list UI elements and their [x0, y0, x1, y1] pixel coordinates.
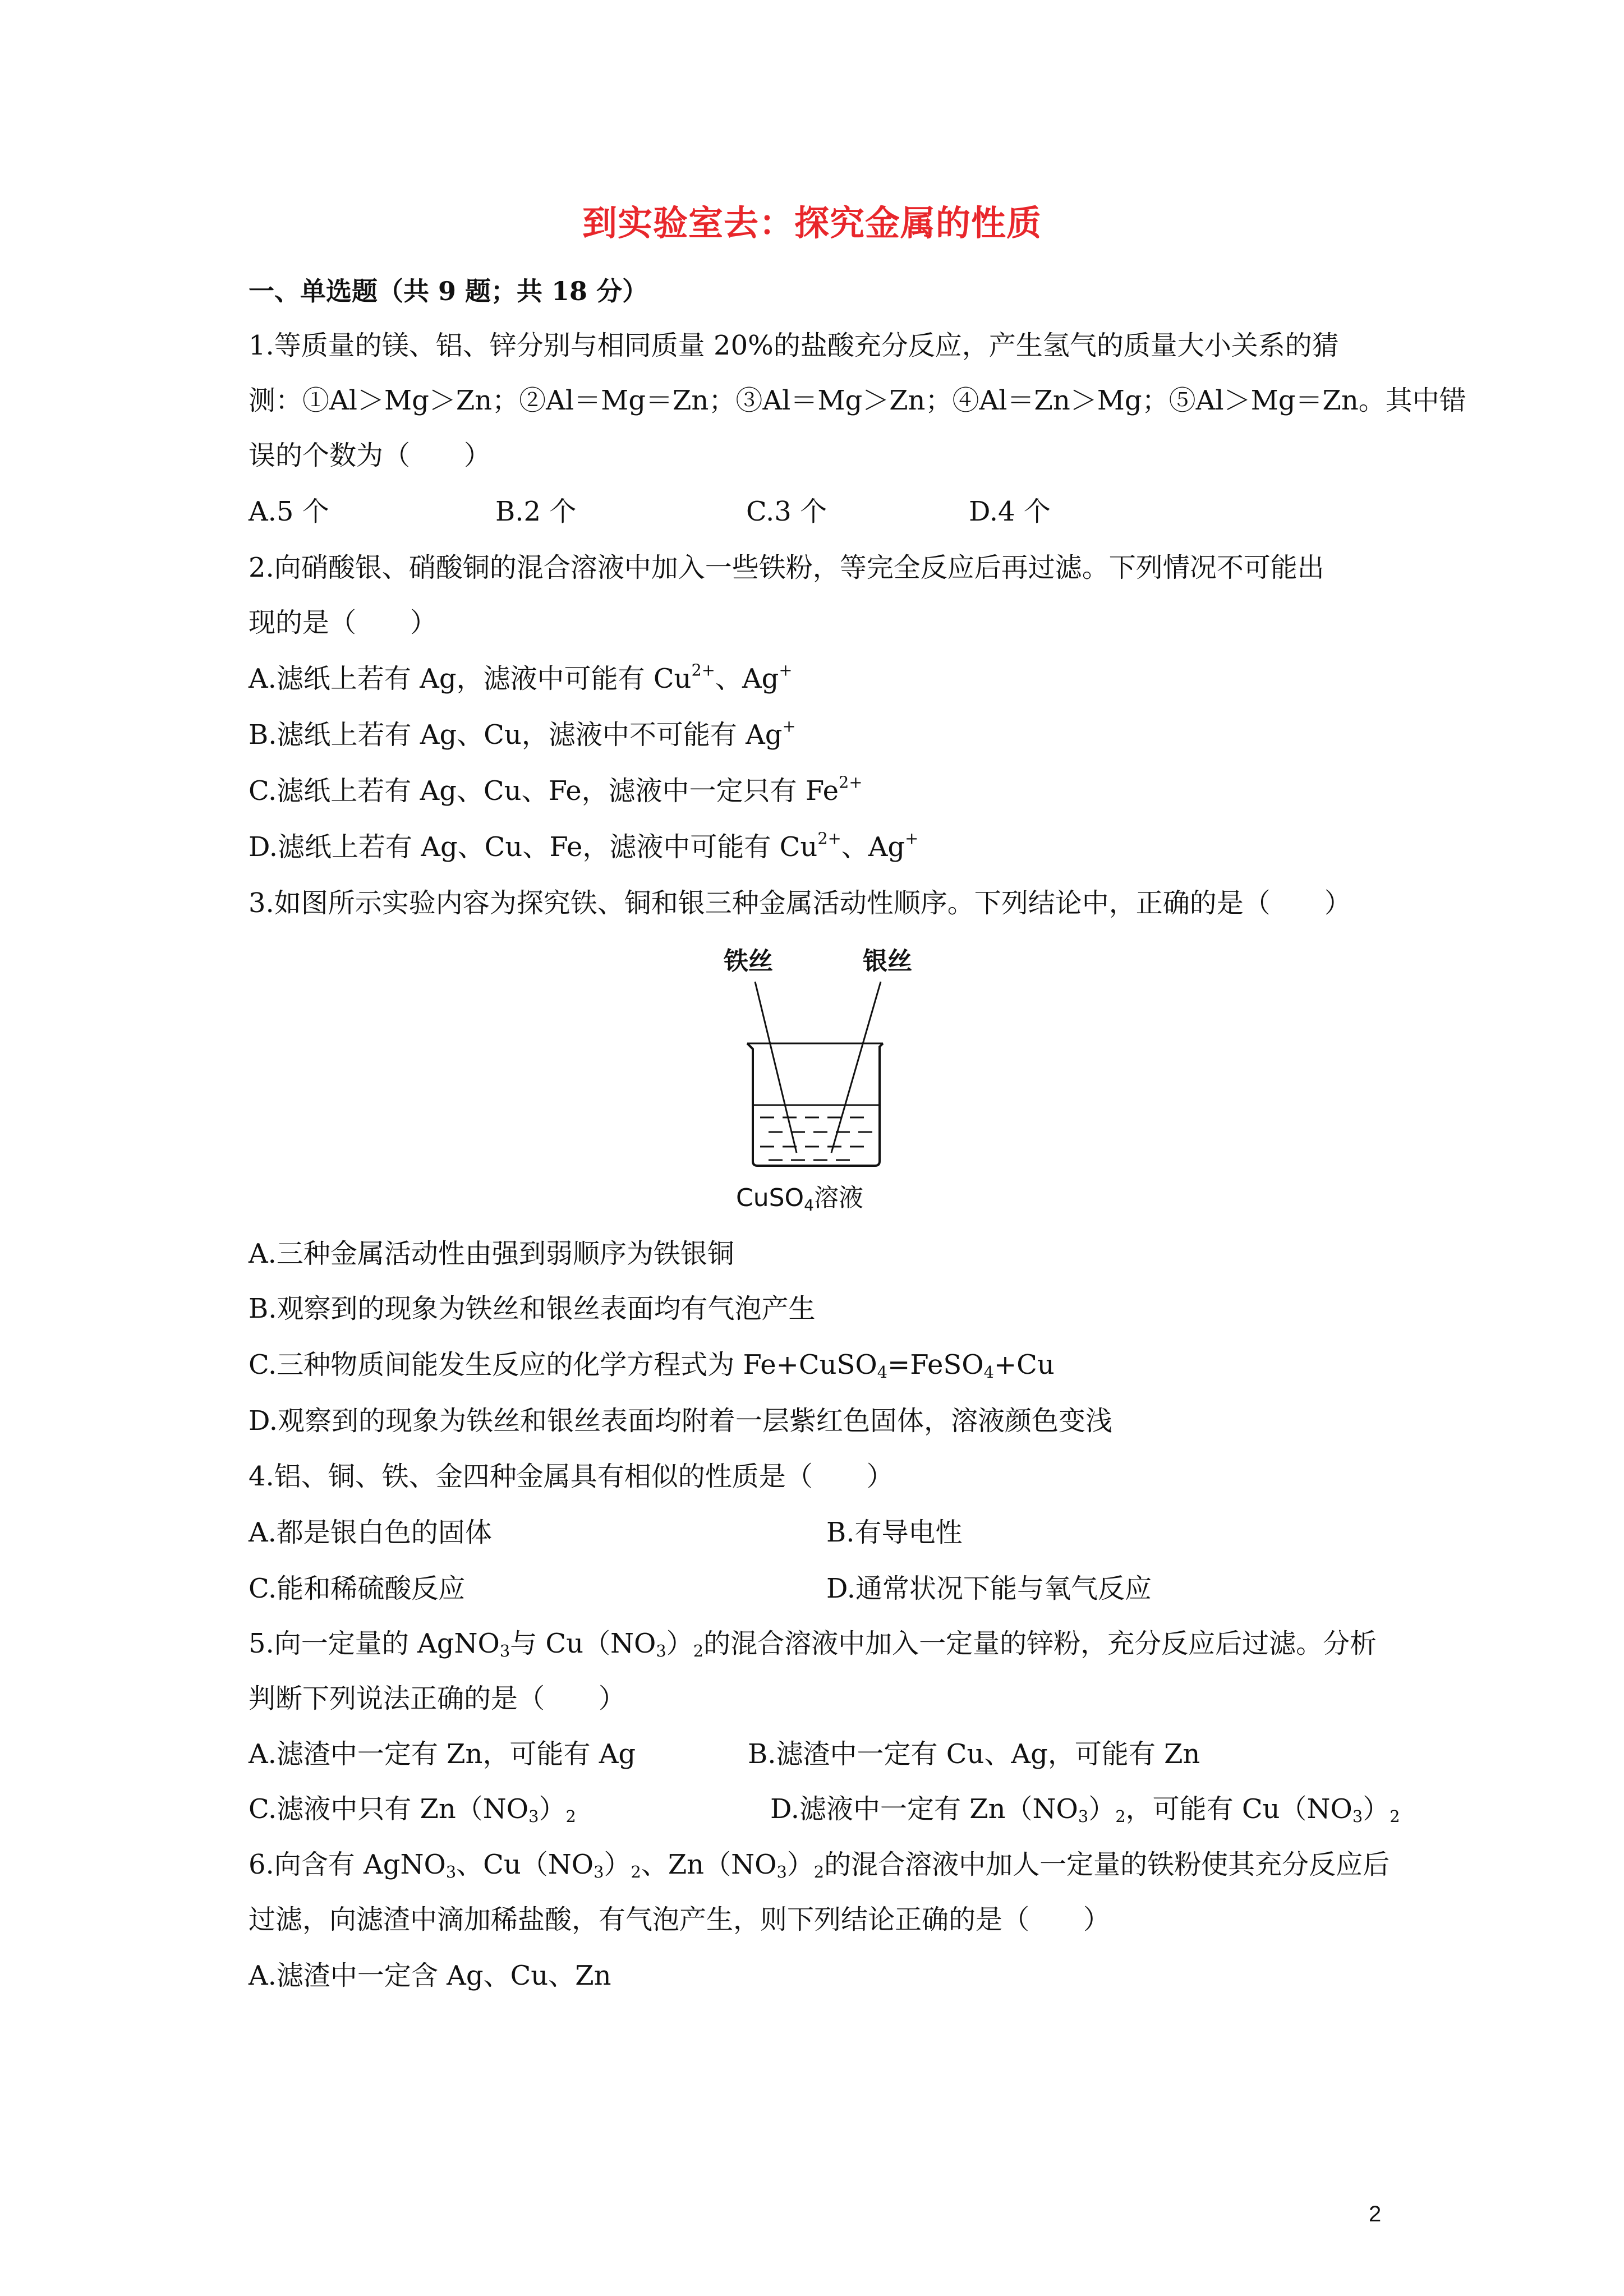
- q3-option-c-text2: =FeSO: [887, 1349, 984, 1381]
- q4-stem-line1: 4.铝、铜、铁、金四种金属具有相似的性质是（ ）: [249, 1461, 894, 1492]
- q3-stem-line1: 3.如图所示实验内容为探究铁、铜和银三种金属活动性顺序。下列结论中，正确的是（ ）: [249, 887, 1351, 919]
- q2-option-a-text2: 、Ag: [715, 663, 779, 694]
- iron-wire: [755, 982, 797, 1153]
- q2-option-c-sup1: 2+: [839, 772, 863, 792]
- beaker-icon: [747, 1043, 883, 1166]
- q6-stem-part-e: ）: [786, 1849, 814, 1880]
- q1-stem-line3: 误的个数为（ ）: [249, 440, 491, 471]
- q5-option-d-text2: ）: [1088, 1793, 1116, 1825]
- q6-stem-part-d: 、Zn（NO: [641, 1849, 777, 1880]
- q5-option-d-text3: ，可能有 Cu（NO: [1125, 1793, 1352, 1825]
- q6-option-a[interactable]: A.滤渣中一定含 Ag、Cu、Zn: [249, 1960, 611, 1991]
- q2-option-a-sup1: 2+: [691, 660, 715, 680]
- q5-option-c[interactable]: [249, 1791, 576, 1827]
- q5-option-c-text2: ）: [539, 1793, 566, 1825]
- q6-stem-sub-c: 2: [631, 1862, 641, 1882]
- q2-option-b[interactable]: [249, 717, 796, 753]
- q1-options: [0, 494, 1624, 530]
- q3-option-c-sub1: 4: [877, 1363, 888, 1382]
- q2-stem-line1: 2.向硝酸银、硝酸铜的混合溶液中加入一些铁粉，等完全反应后再过滤。下列情况不可能出: [249, 552, 1324, 583]
- q4-option-b[interactable]: B.有导电性: [826, 1517, 963, 1548]
- q2-option-c[interactable]: [249, 773, 862, 809]
- q6-stem-line1: [249, 1847, 1390, 1883]
- q5-option-d-text4: ）: [1363, 1793, 1390, 1825]
- beaker-diagram: [712, 942, 926, 1223]
- silver-wire: [831, 982, 881, 1153]
- q6-stem-part-a: 6.向含有 AgNO: [249, 1849, 446, 1880]
- q2-option-a[interactable]: [249, 661, 792, 697]
- beaker-figure: [712, 942, 926, 1223]
- q2-option-a-text: A.滤纸上若有 Ag，滤液中可能有 Cu: [249, 663, 692, 694]
- q5-stem-line2: 判断下列说法正确的是（ ）: [249, 1683, 626, 1714]
- q4-option-d[interactable]: D.通常状况下能与氧气反应: [826, 1573, 1152, 1604]
- q2-option-d-sup2: +: [905, 829, 919, 848]
- q5-stem-part-a: 5.向一定量的 AgNO: [249, 1628, 500, 1659]
- q3-option-c-sub2: 4: [983, 1363, 994, 1382]
- page-number: 2: [1369, 2202, 1382, 2226]
- iron-wire-label: 铁丝: [724, 947, 773, 976]
- q5-stem-sub-a: 3: [499, 1641, 510, 1661]
- q5-stem-line1: [249, 1626, 1377, 1662]
- q5-option-d-sub2: 2: [1115, 1807, 1126, 1826]
- q5-option-d-text1: D.滤液中一定有 Zn（NO: [770, 1793, 1078, 1825]
- q2-option-a-sup2: +: [779, 660, 793, 680]
- q5-option-c-sub1: 3: [528, 1807, 539, 1826]
- q5-stem-part-c: ）: [666, 1628, 693, 1659]
- q5-option-b[interactable]: B.滤渣中一定有 Cu、Ag，可能有 Zn: [748, 1738, 1200, 1770]
- q2-option-c-text: C.滤纸上若有 Ag、Cu、Fe，滤液中一定只有 Fe: [249, 775, 839, 807]
- q5-option-a[interactable]: A.滤渣中一定有 Zn，可能有 Ag: [249, 1738, 636, 1770]
- q5-stem-sub-c: 2: [693, 1641, 704, 1661]
- q5-stem-sub-b: 3: [656, 1641, 666, 1661]
- q3-option-c[interactable]: [249, 1347, 1055, 1383]
- q5-option-d-sub1: 3: [1078, 1807, 1089, 1826]
- q3-option-d[interactable]: D.观察到的现象为铁丝和银丝表面均附着一层紫红色固体，溶液颜色变浅: [249, 1405, 1113, 1437]
- q5-option-c-text1: C.滤液中只有 Zn（NO: [249, 1793, 529, 1825]
- q5-option-d[interactable]: [770, 1791, 1400, 1827]
- q1-option-b[interactable]: B.2 个: [495, 496, 577, 527]
- q3-option-c-text1: C.三种物质间能发生反应的化学方程式为 Fe+CuSO: [249, 1349, 877, 1381]
- q2-option-b-text: B.滤纸上若有 Ag、Cu，滤液中不可能有 Ag: [249, 719, 783, 751]
- q5-stem-part-d: 的混合溶液中加入一定量的锌粉，充分反应后过滤。分析: [703, 1628, 1377, 1659]
- solution-label: [736, 1184, 863, 1214]
- q1-stem-line1: 1.等质量的镁、铝、锌分别与相同质量 20%的盐酸充分反应，产生氢气的质量大小关系的猜: [249, 330, 1339, 361]
- q6-stem-part-f: 的混合溶液中加人一定量的铁粉使其充分反应后: [824, 1849, 1390, 1880]
- solution-label-a: CuSO: [736, 1184, 804, 1212]
- q5-option-d-sub4: 2: [1390, 1807, 1400, 1826]
- page-title: 到实验室去：探究金属的性质: [582, 203, 1042, 243]
- q6-stem-line2: 过滤，向滤渣中滴加稀盐酸，有气泡产生，则下列结论正确的是（ ）: [249, 1904, 1111, 1935]
- q2-option-b-sup1: +: [782, 716, 796, 736]
- q1-option-a[interactable]: A.5 个: [249, 496, 329, 527]
- section-heading: 一、单选题（共 9 题；共 18 分）: [249, 276, 648, 306]
- q2-stem-line2: 现的是（ ）: [249, 607, 438, 638]
- q6-stem-sub-e: 2: [813, 1862, 825, 1882]
- q2-option-d-text2: 、Ag: [841, 831, 905, 863]
- q5-option-c-sub2: 2: [565, 1807, 576, 1826]
- solution-label-sub: 4: [804, 1196, 814, 1214]
- q1-stem-line2: 测：①Al＞Mg＞Zn；②Al＝Mg＝Zn；③Al＝Mg＞Zn；④Al＝Zn＞Mg；⑤Al＞Mg＝Zn。其中错: [249, 385, 1466, 416]
- q6-stem-part-c: ）: [604, 1849, 631, 1880]
- q5-option-d-sub3: 3: [1352, 1807, 1363, 1826]
- q2-option-d-sup1: 2+: [817, 829, 841, 848]
- q3-option-c-text3: +Cu: [993, 1349, 1055, 1381]
- q6-stem-sub-b: 3: [594, 1862, 604, 1882]
- q5-stem-part-b: 与 Cu（NO: [510, 1628, 656, 1659]
- q4-option-c[interactable]: C.能和稀硫酸反应: [249, 1573, 466, 1604]
- solution-label-b: 溶液: [814, 1184, 863, 1212]
- q1-option-d[interactable]: D.4 个: [969, 496, 1051, 527]
- q3-option-b[interactable]: B.观察到的现象为铁丝和银丝表面均有气泡产生: [249, 1293, 816, 1324]
- q3-option-a[interactable]: A.三种金属活动性由强到弱顺序为铁银铜: [249, 1238, 734, 1269]
- q2-option-d-text: D.滤纸上若有 Ag、Cu、Fe，滤液中可能有 Cu: [249, 831, 818, 863]
- silver-wire-label: 银丝: [863, 947, 912, 976]
- q1-option-c[interactable]: C.3 个: [746, 496, 827, 527]
- q4-option-a[interactable]: A.都是银白色的固体: [249, 1517, 492, 1548]
- q2-option-d[interactable]: [249, 829, 918, 865]
- q6-stem-sub-d: 3: [776, 1862, 787, 1882]
- q6-stem-sub-a: 3: [445, 1862, 457, 1882]
- q6-stem-part-b: 、Cu（NO: [456, 1849, 594, 1880]
